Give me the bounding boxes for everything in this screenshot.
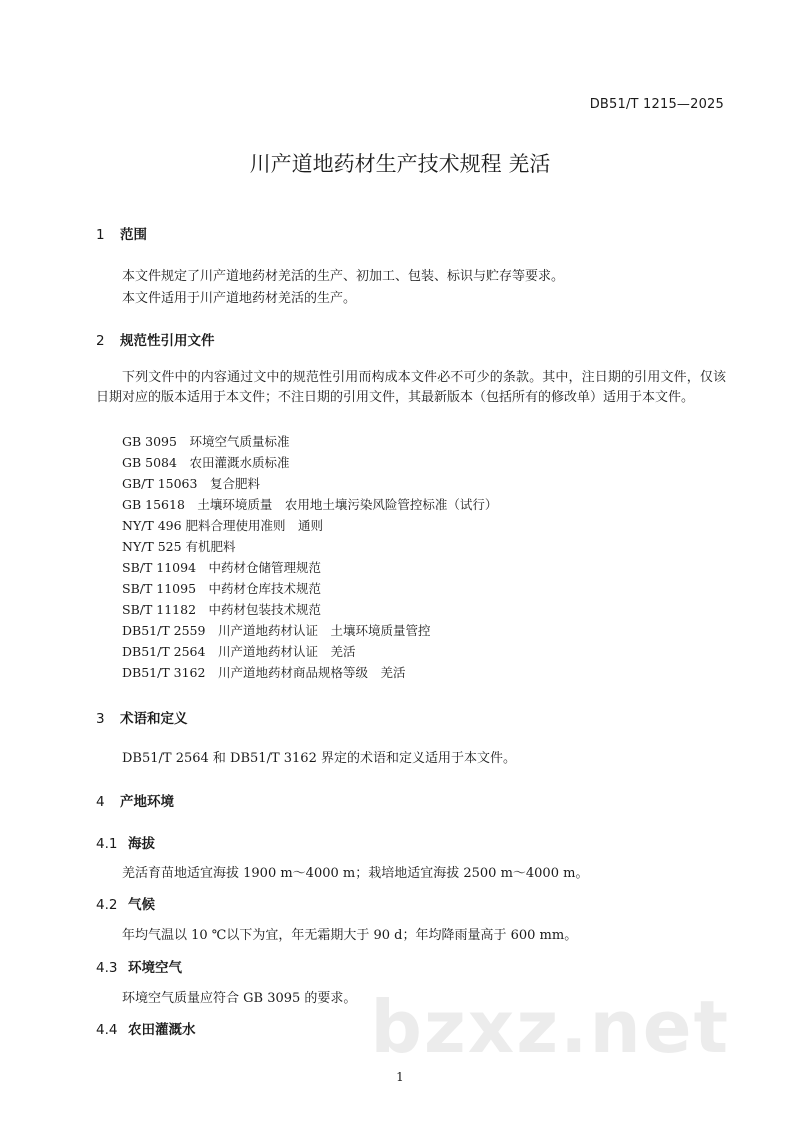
reference-item: DB51/T 3162 川产道地药材商品规格等级 羌活 xyxy=(122,665,406,680)
subsection-title: 环境空气 xyxy=(128,960,182,976)
subsection-title: 农田灌溉水 xyxy=(128,1022,196,1038)
reference-item: GB 3095 环境空气质量标准 xyxy=(122,434,290,449)
section-4-heading xyxy=(96,790,174,810)
paragraph: 环境空气质量应符合 GB 3095 的要求。 xyxy=(122,991,357,1006)
subsection-4-3-heading xyxy=(96,956,182,976)
paragraph: 年均气温以 10 ℃以下为宜，年无霜期大于 90 d；年均降雨量高于 600 mm。 xyxy=(122,928,578,943)
subsection-title: 气候 xyxy=(128,897,155,913)
subsection-4-1-heading xyxy=(96,832,155,852)
paragraph: 本文件规定了川产道地药材羌活的生产、初加工、包装、标识与贮存等要求。 xyxy=(122,269,565,284)
paragraph-intro: 下列文件中的内容通过文中的规范性引用而构成本文件必不可少的条款。其中，注日期的引用文件，仅该日期对应的版本适用于本文件；不注日期的引用文件，其最新版本（包括所有的修改单）适用于本文件。 xyxy=(96,370,726,405)
subsection-4-2-heading xyxy=(96,893,155,913)
document-code: DB51/T 1215—2025 xyxy=(589,97,724,112)
section-2-heading xyxy=(96,329,215,349)
section-number: 2 xyxy=(96,333,105,349)
section-number: 4 xyxy=(96,794,105,810)
subsection-number: 4.3 xyxy=(96,960,118,976)
reference-item: NY/T 496 肥料合理使用准则 通则 xyxy=(122,518,324,533)
section-1-heading xyxy=(96,223,147,243)
section-number: 1 xyxy=(96,227,105,243)
section-title: 规范性引用文件 xyxy=(120,333,215,349)
reference-item: NY/T 525 有机肥料 xyxy=(122,539,236,554)
paragraph: DB51/T 2564 和 DB51/T 3162 界定的术语和定义适用于本文件。 xyxy=(122,751,516,766)
section-title: 产地环境 xyxy=(120,794,174,810)
subsection-number: 4.2 xyxy=(96,897,118,913)
paragraph: 羌活育苗地适宜海拔 1900 m～4000 m；栽培地适宜海拔 2500 m～4000 m。 xyxy=(122,866,589,881)
subsection-title: 海拔 xyxy=(128,836,155,852)
section-3-heading xyxy=(96,707,188,727)
watermark: bzxz.net xyxy=(370,985,730,1069)
reference-item: GB 5084 农田灌溉水质标准 xyxy=(122,455,290,470)
reference-item: GB/T 15063 复合肥料 xyxy=(122,476,260,491)
page-number: 1 xyxy=(396,1070,404,1084)
subsection-number: 4.1 xyxy=(96,836,118,852)
reference-item: GB 15618 土壤环境质量 农用地土壤污染风险管控标准（试行） xyxy=(122,497,498,512)
section-title: 范围 xyxy=(120,227,147,243)
subsection-4-4-heading xyxy=(96,1018,196,1038)
reference-item: SB/T 11095 中药材仓库技术规范 xyxy=(122,581,322,596)
reference-item: DB51/T 2559 川产道地药材认证 土壤环境质量管控 xyxy=(122,623,431,638)
reference-item: DB51/T 2564 川产道地药材认证 羌活 xyxy=(122,644,356,659)
section-number: 3 xyxy=(96,711,105,727)
reference-item: SB/T 11182 中药材包装技术规范 xyxy=(122,602,322,617)
document-title: 川产道地药材生产技术规程 羌活 xyxy=(249,152,551,176)
paragraph: 本文件适用于川产道地药材羌活的生产。 xyxy=(122,291,357,306)
reference-item: SB/T 11094 中药材仓储管理规范 xyxy=(122,560,322,575)
section-title: 术语和定义 xyxy=(120,711,188,727)
subsection-number: 4.4 xyxy=(96,1022,118,1038)
